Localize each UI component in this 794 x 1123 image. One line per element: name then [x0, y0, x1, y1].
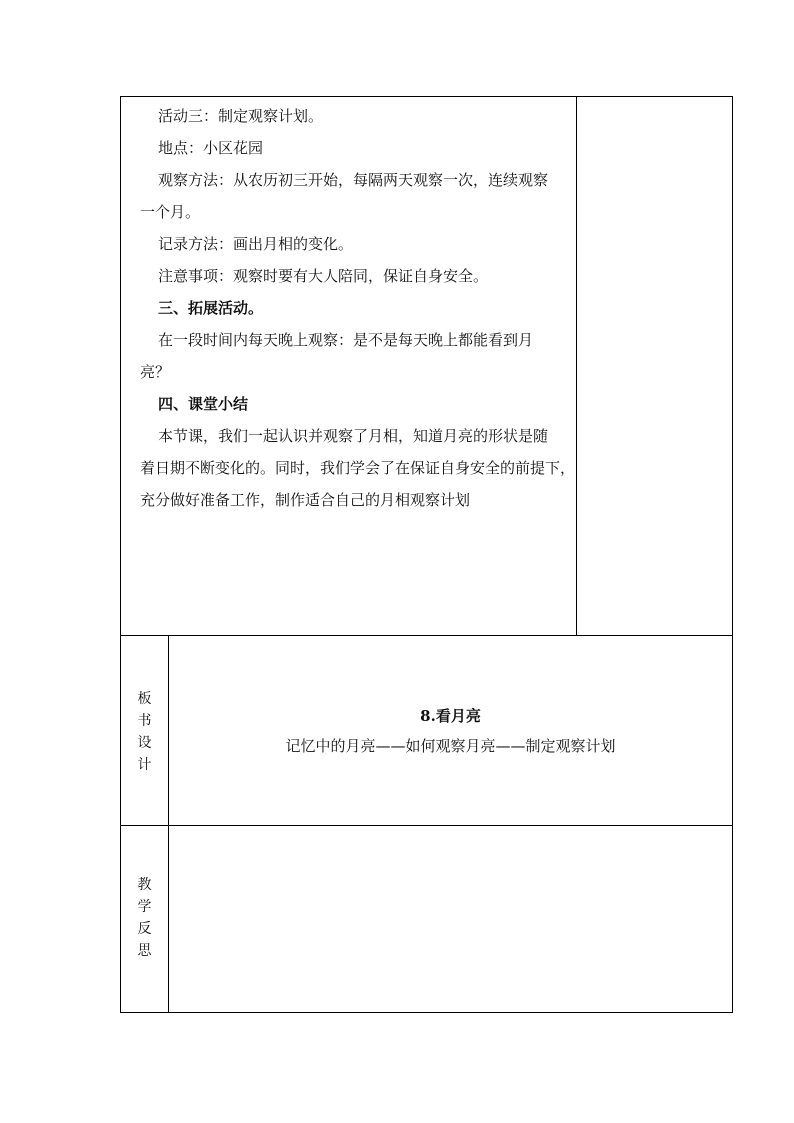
reflection-label-char: 教	[137, 877, 152, 893]
board-label-char: 设	[137, 735, 152, 751]
table-border-bottom	[120, 1012, 733, 1013]
activity3-title: 活动三：制定观察计划。	[158, 107, 324, 125]
section3-heading: 三、拓展活动。	[158, 299, 264, 317]
reflection-label-char: 反	[137, 921, 152, 937]
record-text: 记录方法：画出月相的变化。	[158, 235, 354, 253]
board-design-label	[121, 688, 168, 776]
board-label-char: 书	[137, 713, 152, 729]
table-border-right	[732, 96, 733, 1013]
board-flow: 记忆中的月亮——如何观察月亮——制定观察计划	[285, 737, 616, 755]
method-text-line1: 观察方法：从农历初三开始，每隔两天观察一次，连续观察	[158, 171, 549, 189]
notice-text: 注意事项：观察时要有大人陪同，保证自身安全。	[158, 267, 489, 285]
board-title: 8.看月亮	[420, 707, 481, 725]
extend-text-line2: 亮？	[140, 363, 171, 381]
table-border-top	[120, 96, 733, 97]
section4-heading: 四、课堂小结	[158, 395, 249, 413]
teaching-reflection-label	[121, 874, 168, 962]
summary-text-line1: 本节课，我们一起认识并观察了月相，知道月亮的形状是随	[158, 427, 549, 445]
summary-text-line3: 充分做好准备工作，制作适合自己的月相观察计划	[140, 491, 471, 509]
location-text: 地点：小区花园	[158, 139, 264, 157]
extend-text-line1: 在一段时间内每天晚上观察：是不是每天晚上都能看到月	[158, 331, 534, 349]
summary-text-line2: 着日期不断变化的。同时，我们学会了在保证自身安全的前提下，	[140, 459, 576, 477]
board-label-char: 板	[137, 691, 152, 707]
method-text-line2: 一个月。	[140, 203, 201, 221]
row-divider-board	[120, 635, 733, 636]
reflection-content-area	[169, 826, 732, 1012]
board-label-char: 计	[137, 757, 152, 773]
content-column-divider	[576, 96, 577, 635]
reflection-label-char: 学	[137, 899, 152, 915]
reflection-label-char: 思	[137, 943, 152, 959]
